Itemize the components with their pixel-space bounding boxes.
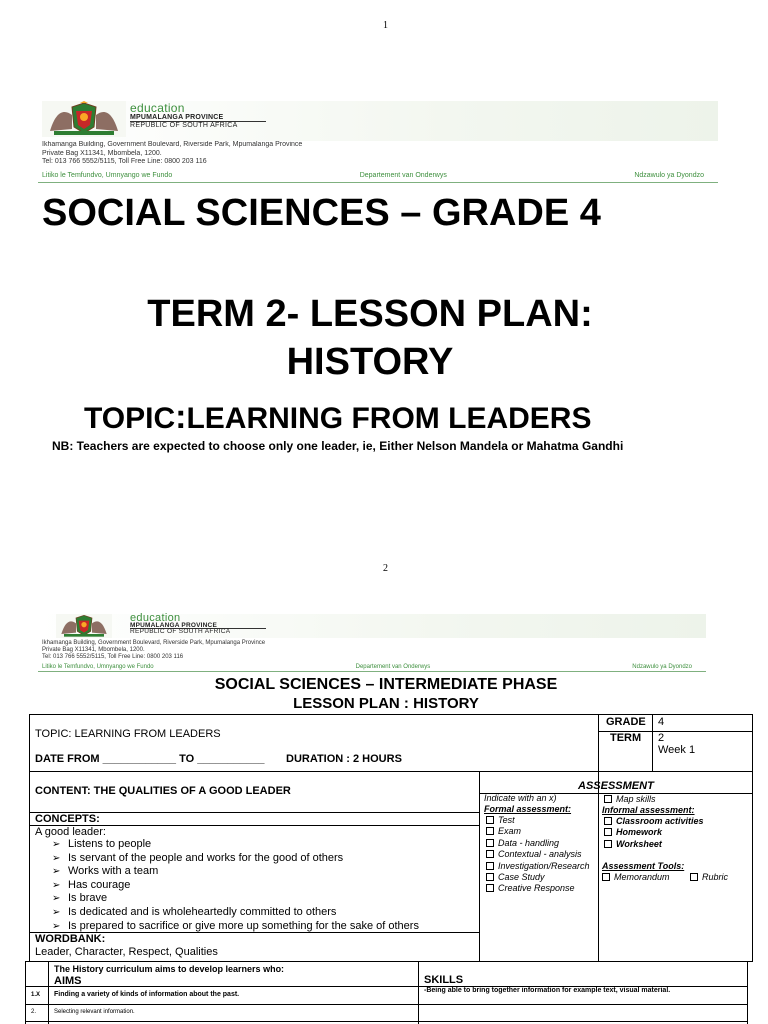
map-skills-list [604, 794, 656, 805]
phase-heading: SOCIAL SCIENCES – INTERMEDIATE PHASE [214, 676, 558, 693]
footer-right: Ndzawulo ya Dyondzo [634, 171, 704, 179]
aim-text: Finding a variety of kinds of information about the past. [54, 991, 240, 998]
letterhead-footer [38, 664, 706, 670]
lesson-plan-title-line1: TERM 2- LESSON PLAN: [147, 293, 593, 335]
checkbox-icon[interactable] [604, 795, 612, 803]
informal-item[interactable]: Homework [604, 827, 704, 838]
concept-item: ➢ Listens to people [52, 838, 152, 850]
week-value: Week 1 [658, 744, 696, 756]
checkbox-icon[interactable] [486, 839, 494, 847]
topic-prefix: TOPIC [84, 402, 176, 435]
formal-assessment-list [486, 815, 590, 895]
lesson-plan-heading: LESSON PLAN : HISTORY [293, 695, 479, 712]
aim-number: 1.X [31, 992, 41, 998]
arrow-bullet-icon: ➢ [52, 839, 61, 850]
formal-item[interactable]: Investigation/Research [486, 861, 590, 872]
topic-text: LEARNING FROM LEADERS [186, 402, 592, 435]
checkbox-icon[interactable] [486, 873, 494, 881]
document-title: SOCIAL SCIENCES – GRADE 4 [42, 192, 601, 234]
arrow-bullet-icon: ➢ [52, 906, 61, 918]
aims-title: AIMS [54, 975, 82, 987]
letterhead-rule [38, 671, 706, 672]
letterhead-republic: REPUBLIC OF SOUTH AFRICA [130, 628, 231, 635]
formal-item[interactable]: Creative Response [486, 883, 590, 894]
table-divider [652, 714, 653, 771]
arrow-bullet-icon: ➢ [52, 920, 61, 932]
checkbox-icon[interactable] [604, 817, 612, 825]
content-label: CONTENT: THE QUALITIES OF A GOOD LEADER [35, 785, 291, 797]
formal-item[interactable]: Test [486, 815, 590, 826]
informal-item[interactable]: Classroom activities [604, 816, 704, 827]
tool-memorandum[interactable]: Memorandum [602, 872, 670, 882]
assessment-tools-title: Assessment Tools: [602, 861, 685, 871]
checkbox-icon[interactable] [486, 884, 494, 892]
duration-label: DURATION : 2 HOURS [286, 753, 402, 765]
footer-mid: Departement van Onderwys [359, 171, 447, 179]
arrow-bullet-icon: ➢ [52, 879, 61, 891]
letterhead-address [38, 141, 718, 167]
topic-colon: : [175, 398, 187, 436]
page-number: 2 [383, 563, 388, 574]
assessment-title: ASSESSMENT [578, 780, 654, 792]
checkbox-icon[interactable] [604, 828, 612, 836]
date-from-field: DATE FROM ____________ TO ___________ [35, 753, 265, 765]
letterhead [38, 101, 718, 183]
letterhead-republic: REPUBLIC OF SOUTH AFRICA [130, 122, 238, 129]
table-divider [418, 961, 419, 1024]
concept-item: ➢ Is servant of the people and works for the good of others [52, 851, 344, 864]
concepts-title: CONCEPTS: [35, 813, 100, 825]
map-skills-item[interactable]: Map skills [604, 794, 656, 805]
term-label: TERM [610, 732, 642, 744]
checkbox-icon[interactable] [604, 840, 612, 848]
coat-of-arms-logo [42, 614, 126, 638]
address-line: Private Bag X11341, Mbombela, 1200. [42, 149, 162, 157]
aims-intro: The History curriculum aims to develop learners who: [54, 964, 285, 974]
address-line: Ikhamanga Building, Government Boulevard, Riverside Park, Mpumalanga Province [42, 640, 266, 646]
informal-assessment-list [604, 816, 704, 850]
term-value: 2 [658, 732, 665, 744]
checkbox-icon[interactable] [690, 873, 698, 881]
arrow-bullet-icon: ➢ [52, 866, 61, 878]
concept-item: ➢ Is brave [52, 892, 108, 905]
formal-item[interactable]: Exam [486, 826, 590, 837]
address-line: Private Bag X11341, Mbombela, 1200. [42, 647, 145, 653]
letterhead [38, 614, 706, 672]
footer-left: Litiko le Temfundvo, Umnyango we Fundo [42, 171, 173, 179]
informal-assessment-title: Informal assessment: [602, 805, 695, 815]
letterhead-province: MPUMALANGA PROVINCE [130, 114, 224, 121]
topic-heading [84, 398, 591, 437]
skills-title: SKILLS [424, 974, 464, 986]
formal-item[interactable]: Contextual - analysis [486, 849, 590, 860]
address-line: Tel: 013 766 5552/5115, Toll Free Line: 0800 203 116 [42, 158, 207, 165]
concept-item: ➢ Is dedicated and is wholeheartedly committed to others [52, 905, 337, 918]
concepts-intro: A good leader: [35, 826, 106, 838]
formal-item[interactable]: Case Study [486, 872, 590, 883]
arrow-bullet-icon: ➢ [52, 852, 61, 864]
checkbox-icon[interactable] [486, 816, 494, 824]
page-number: 1 [383, 20, 388, 31]
skill-text: -Being able to bring together information for example text, visual material. [424, 987, 671, 994]
table-divider [25, 1004, 748, 1005]
checkbox-icon[interactable] [486, 862, 494, 870]
concept-item: ➢ Works with a team [52, 865, 159, 878]
address-line: Tel: 013 766 5552/5115, Toll Free Line: 0800 203 116 [42, 654, 184, 660]
letterhead-rule [38, 182, 718, 183]
checkbox-icon[interactable] [486, 827, 494, 835]
aim-number: 2. [31, 1009, 37, 1015]
aim-text: Selecting relevant information. [54, 1009, 135, 1015]
letterhead-education: education [130, 101, 185, 115]
table-divider [25, 1021, 748, 1022]
letterhead-province: MPUMALANGA PROVINCE [130, 622, 217, 629]
indicate-note: Indicate with an x) [484, 793, 557, 803]
concept-item: ➢ Is prepared to sacrifice or give more up something for the sake of others [52, 919, 419, 932]
arrow-bullet-icon: ➢ [52, 893, 61, 905]
formal-assessment-title: Formal assessment: [484, 804, 572, 814]
informal-item[interactable]: Worksheet [604, 839, 704, 850]
table-divider [48, 961, 49, 1024]
grade-value: 4 [658, 716, 665, 728]
letterhead-education: education [130, 612, 181, 624]
teacher-note: NB: Teachers are expected to choose only one leader, ie, Either Nelson Mandela or Mahatma Gandhi [52, 439, 624, 453]
wordbank-title: WORDBANK: [35, 933, 106, 945]
footer-mid: Departement van Onderwys [355, 664, 431, 670]
checkbox-icon[interactable] [486, 850, 494, 858]
table-divider [29, 771, 753, 772]
concept-item: ➢ Has courage [52, 878, 131, 891]
topic-label: TOPIC: LEARNING FROM LEADERS [35, 728, 221, 740]
formal-item[interactable]: Data - handling [486, 838, 590, 849]
lesson-plan-title [30, 290, 710, 386]
address-line: Ikhamanga Building, Government Boulevard, Riverside Park, Mpumalanga Province [42, 141, 303, 148]
footer-left: Litiko le Temfundvo, Umnyango we Fundo [42, 664, 154, 670]
letterhead-footer [38, 172, 718, 179]
concept-list [52, 838, 419, 933]
wordbank-text: Leader, Character, Respect, Qualities [35, 946, 218, 958]
footer-right: Ndzawulo ya Dyondzo [632, 664, 692, 670]
table-divider [598, 714, 599, 962]
tool-rubric[interactable]: Rubric [690, 872, 728, 882]
checkbox-icon[interactable] [602, 873, 610, 881]
table-divider [479, 771, 480, 962]
lesson-plan-title-line2: HISTORY [286, 341, 454, 383]
letterhead-address [38, 640, 706, 661]
coat-of-arms-logo [42, 101, 126, 137]
grade-label: GRADE [606, 716, 646, 728]
